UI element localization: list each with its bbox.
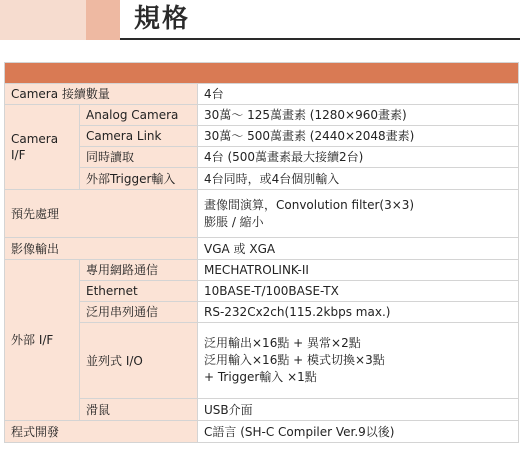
table-row (5, 105, 519, 126)
row-label: Ethernet (80, 281, 198, 302)
table-row (5, 421, 519, 443)
row-value: USB介面 (198, 399, 519, 421)
table-row (5, 84, 519, 105)
row-label: 並列式 I/O (80, 323, 198, 399)
row-label: 同時讀取 (80, 147, 198, 168)
row-value: C語言 (SH-C Compiler Ver.9以後) (198, 421, 519, 443)
table-row (5, 190, 519, 238)
table-header-bar (5, 63, 519, 84)
row-label: Analog Camera (80, 105, 198, 126)
row-value: 4台 (198, 84, 519, 105)
table-row (5, 260, 519, 281)
row-label: 滑鼠 (80, 399, 198, 421)
row-value: RS-232Cx2ch(115.2kbps max.) (198, 302, 519, 323)
table-row (5, 126, 519, 147)
row-label: 專用網路通信 (80, 260, 198, 281)
group-label-external-if: 外部 I/F (5, 260, 80, 421)
row-label: Camera 接續數量 (5, 84, 198, 105)
row-label: 程式開發 (5, 421, 198, 443)
table-row (5, 238, 519, 260)
row-value: 4台同時，或4台個別輸入 (198, 168, 519, 190)
row-value (198, 190, 519, 238)
row-value: MECHATROLINK-II (198, 260, 519, 281)
table-row (5, 323, 519, 399)
value-line: 泛用輸出×16點 + 異常×2點 (204, 336, 361, 350)
value-line: 畫像間演算，Convolution filter(3×3) (204, 197, 415, 212)
row-value: VGA 或 XGA (198, 238, 519, 260)
row-value: 10BASE-T/100BASE-TX (198, 281, 519, 302)
page-title: 規格 (134, 4, 191, 34)
group-label-camera-if: Camera I/F (5, 105, 80, 190)
title-bar (0, 0, 520, 40)
row-label: 外部Trigger輸入 (80, 168, 198, 190)
value-line: 泛用輸入×16點 + 模式切換×3點 (204, 353, 385, 367)
row-label: 預先處理 (5, 190, 198, 238)
table-row (5, 281, 519, 302)
table-row (5, 147, 519, 168)
title-accent-block-dark (86, 0, 120, 40)
title-underline (120, 38, 520, 40)
value-line: 膨脹 / 縮小 (204, 214, 264, 229)
row-value: 4台 (500萬畫素最大接續2台) (198, 147, 519, 168)
value-line: + Trigger輸入 ×1點 (204, 370, 317, 384)
title-accent-block (0, 0, 86, 40)
row-label: 泛用串列通信 (80, 302, 198, 323)
table-row (5, 168, 519, 190)
table-row (5, 302, 519, 323)
row-label: Camera Link (80, 126, 198, 147)
row-value (198, 323, 519, 399)
spec-table (4, 62, 519, 443)
row-label: 影像輸出 (5, 238, 198, 260)
row-value: 30萬～ 125萬畫素 (1280×960畫素) (198, 105, 519, 126)
table-row (5, 399, 519, 421)
row-value: 30萬～ 500萬畫素 (2440×2048畫素) (198, 126, 519, 147)
